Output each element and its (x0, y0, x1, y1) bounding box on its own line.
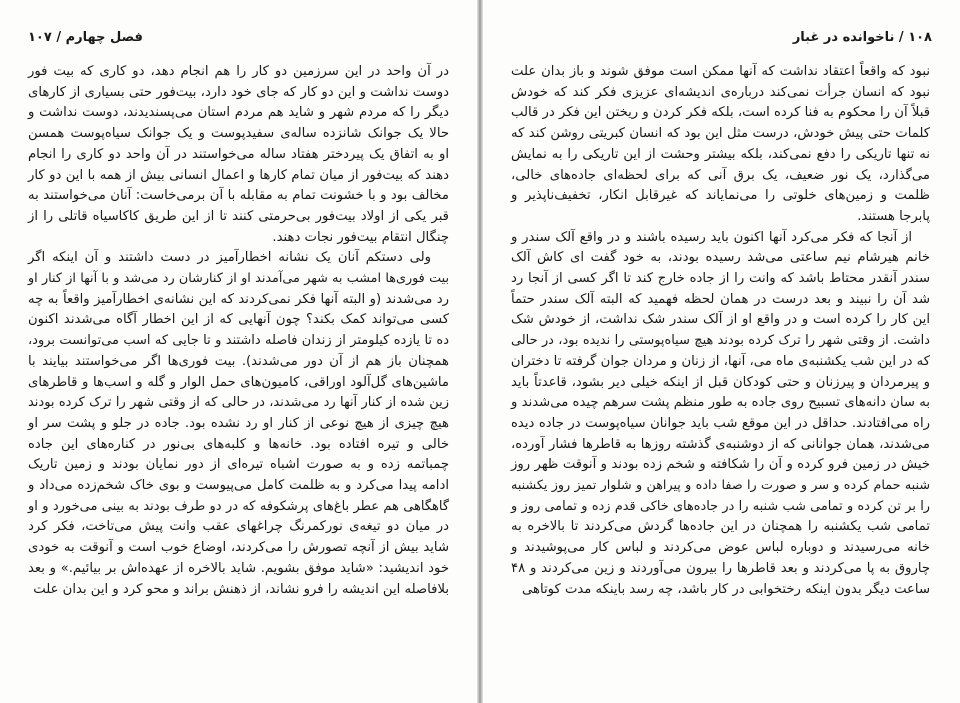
left-page-header: فصل چهارم / ۱۰۷ (28, 30, 143, 45)
text-line: پابرجا هستند. (857, 208, 930, 224)
text-line: حالا یک جوانک شانزده ساله‌ی سفیدپوست و یک جوانک سیاه‌پوست همسن (28, 126, 449, 142)
text-line: بیت فوری‌ها امشب به شهر می‌آمدند او از کنارشان رد می‌شد و با آنها از کنار او (28, 271, 449, 287)
text-line: هیچ چیزی از هیچ نوعی از کنار او رد نشده بود. جاده در جلو و پشت سر او (28, 415, 449, 431)
right-page-header: ۱۰۸ / ناخوانده در غبار (792, 30, 932, 45)
text-line: داشت. از وقتی شهر را ترک کرده بودند هیچ سیاه‌پوستی را ندیده بود، در حالی (511, 333, 930, 349)
text-line: کلمات حتی پیش خودش، درست مثل این بود که انسان کبریتی روشن کند که (511, 126, 930, 142)
text-line: دیگر را که مردم شهر و شاید هم مردم استان می‌پسندیدند، دوست نداشت و (28, 105, 449, 121)
text-line: خالی و تیره افتاده بود. خانه‌ها و کلبه‌های بی‌نور در کناره‌های این جاده (28, 436, 449, 452)
text-line: خانه می‌رسیدند و دوباره لباس عوض می‌کردند و لباس کار می‌پوشیدند و (511, 540, 930, 556)
paragraph (511, 62, 930, 228)
text-line: خود اندیشید: «شاید موفق بشویم. شاید بالاخره از عهده‌اش بر بیائیم.» و بعد (28, 560, 449, 576)
text-line: می‌شدند، همان جوانانی که از دوشنبه‌ی گذشته روزها به قاطرها فشار آورده، (511, 436, 930, 452)
text-line: ماشین‌های گل‌آلود اوراقی، کامیون‌های حمل الوار و گله و اسب‌ها و قاطرهای (28, 374, 449, 390)
text-line: در آن واحد در این سرزمین دو کار را هم انجام دهد، دو کاری که بیت فور (28, 64, 449, 79)
text-line: چاروق به پا می‌کردند و بعد قاطرها را بیرون می‌آوردند و زین می‌کردند و ۴۸ (511, 560, 930, 576)
text-line: مخالف بود و با خشونت تمام به مقابله با آن برمی‌خاست: آنان می‌خواستند به (28, 188, 449, 204)
text-line: نبود که واقعاً اعتقاد نداشت که آنها ممکن است موفق شوند و باز بدان علت (511, 64, 930, 79)
text-line: به سان دانه‌های تسبیح روی جاده به طور منظم پشت سرهم چیده می‌شدند و (511, 395, 930, 411)
right-page (483, 0, 960, 703)
right-page-body (511, 62, 930, 600)
text-line: کسی می‌تواند کمک بکند؟ چون آنهایی که از این اخطار آگاه می‌شدند اکنون (28, 312, 449, 328)
text-line: ادامه پیدا می‌کرد و به ظلمت کامل می‌پیوست و بوی خاک شخم‌زده می‌داد و (28, 478, 449, 494)
text-line: تمامی شب یکشنبه را همچنان در این جاده‌ها گردش می‌کردند تا بالاخره به (511, 519, 930, 535)
text-line: دهند که بیت‌فور از میان تمام کارها و اعمال انسانی بیش از همه با این دو کار (28, 167, 449, 183)
text-line: شنبه حمام کرده و سر و صورت را صفا داده و پیراهن و شلوار تمیز روز یکشنبه (511, 478, 930, 494)
text-line: ده تا یازده کیلومتر از زندان فاصله داشتند و تا جایی که اسب می‌توانست برود، (28, 333, 449, 349)
text-line: خانم هیرشام نیم ساعتی می‌شد رسیده بودند، به خود گفت ای کاش آلک (511, 250, 930, 266)
paragraph (28, 248, 449, 600)
text-line: راه می‌افتادند. حداقل در این موقع شب باید جوانان سیاه‌پوست در جاده دیده (511, 415, 930, 431)
text-line: شاید بیش از آنچه تصورش را می‌کردند، اوضاع خوب است و آنوقت به خودی (28, 540, 449, 556)
text-line: بلافاصله این اندیشه را فرو نشاند، از ذهنش براند و محو کرد و این بدان علت (33, 581, 449, 597)
left-page-body (28, 62, 449, 600)
text-line: شد آن را نبیند و بعد درست در همان لحظه فهمید که البته آلک سندر حتماً (511, 291, 930, 307)
text-line: می‌گذارد، یک نور ضعیف، یک برق آنی که برای لحظه‌ای جاده‌های خالی، (511, 167, 930, 183)
text-line: نه تنها تاریکی را دفع نمی‌کند، بلکه بیشتر وحشت از این تاریکی را به نمایش (511, 146, 930, 162)
paragraph (511, 228, 930, 601)
text-line: زین شده از کنار آنها رد می‌شدند، در حالی که از وقتی شهر را ترک کرده بودند (28, 395, 449, 411)
left-page (0, 0, 477, 703)
text-line: او به اتفاق یک پیردختر هفتاد ساله می‌خواستند در آن واحد دو کاری را انجام (28, 146, 449, 162)
text-line: نبود که انسان جرأت نمی‌کند درباره‌ی اندیشه‌ای عزیزی فکر کند که خودش (511, 84, 930, 100)
text-line: خیش در زمین فرو کرده و آن را شکافته و شخم زده بودند و آنوقت ظهر روز (511, 457, 930, 473)
text-line: دوست نداشت و این دو کار که جای خود دارد، بیت‌فور حتی بسیاری از کارهای (28, 84, 449, 100)
text-line: از آنجا که فکر می‌کرد آنها اکنون باید رسیده باشند و در واقع آلک سندر و (511, 229, 912, 245)
text-line: را بر تن کرده و تمامی شب شنبه را در جاده‌های خاکی قدم زده و تمامی روز و (511, 498, 930, 514)
text-line: قبلاً آن را محکوم به فنا کرده است، بلکه فکر کردن و ریختن این فکر در قالب (511, 105, 930, 121)
text-line: گاهگاهی هم عطر باغ‌های پرشکوفه که در دو طرف بودند به بینی می‌خورد و او (28, 498, 449, 514)
text-line: چمباتمه زده و به صورت اشباه تیره‌ای از دور نمایان بودند و زمین تاریک (28, 457, 449, 473)
text-line: ظلمت و زمین‌های خلوتی را می‌نمایاند که غیرقابل انکار، تخفیف‌ناپذیر و (511, 188, 930, 204)
text-line: و پیرمردان و پیرزنان و حتی کودکان قبل از اینکه خیلی دیر بشود، قاعدتاً باید (511, 374, 930, 390)
text-line: قبر یکی از اولاد بیت‌فور بی‌حرمتی کنند تا از این طریق کاکاسیاه قاتلی را از (28, 208, 449, 224)
text-line: که در این شب یکشنبه‌ی ماه می، آنها، از زنان و مردان جوان گرفته تا دختران (510, 353, 930, 369)
text-line: رد می‌شدند (و البته آنها فکر نمی‌کردند که این نشانه‌ی اخطارآمیز واقعاً به چه (28, 291, 449, 307)
text-line: این کار را کرده است و در واقع او از آلک سندر شک نداشت، از خودش شک (511, 312, 930, 328)
text-line: در میان دو تیغه‌ی نورکمرنگ چراغهای عقب وانت پیش می‌تاخت، فکر کرد (28, 519, 449, 535)
text-line: چنگال انتقام بیت‌فور نجات دهند. (272, 229, 449, 245)
text-line: همچنان باز هم از آن دور می‌شدند). بیت فوری‌ها اگر می‌خواستند بیایند با (28, 353, 449, 369)
text-line: ساعت دیگر بدون اینکه رختخوابی در کار باشد، چه رسد باینکه مدت کوتاهی (522, 581, 930, 597)
text-line: سندر آنقدر محتاط باشد که وانت را از جاده خارج کند تا اگر کسی از آنجا رد (511, 271, 930, 287)
paragraph (28, 62, 449, 248)
text-line: ولی دستکم آنان یک نشانه اخطارآمیز در دست داشتند و آن اینکه اگر (28, 250, 431, 266)
